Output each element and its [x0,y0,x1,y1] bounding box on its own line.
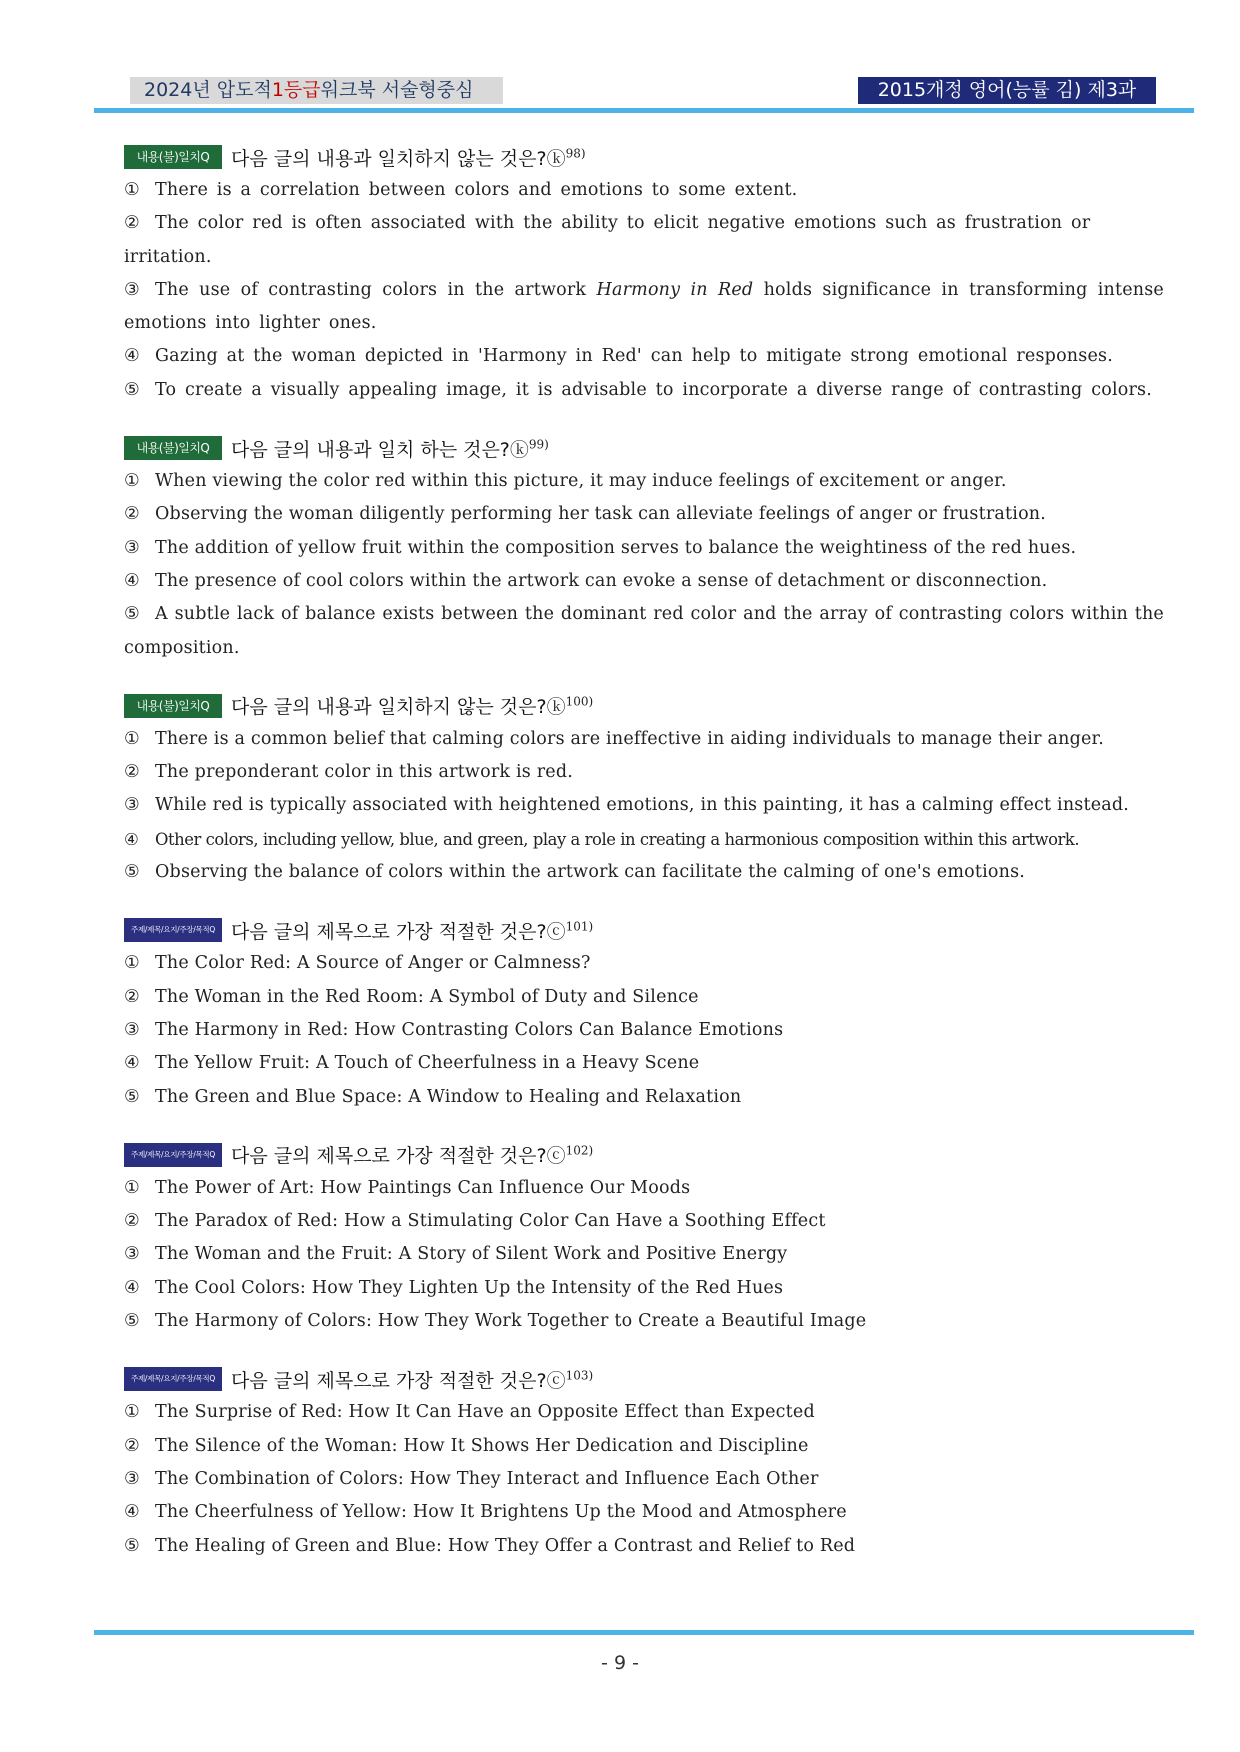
question-header [124,431,1164,465]
option-number: ② [124,504,140,525]
option-list [124,1396,1164,1562]
question-header [124,689,1164,723]
option-text: The Cool Colors: How They Lighten Up the Intensity of the Red Hues [155,1277,784,1298]
question-block [124,913,1164,1113]
option-number: ① [124,1177,140,1198]
header-lesson-title: 2015개정 영어(능률 김) 제3과 [858,77,1156,104]
answer-option[interactable] [124,1305,1164,1338]
answer-option[interactable] [124,723,1164,756]
option-text: The use of contrasting colors in the artwork [155,279,597,300]
answer-option[interactable] [124,981,1164,1014]
question-type-badge: 내용(불)일치Q [124,145,222,169]
question-code [510,435,549,462]
question-stem: 다음 글의 제목으로 가장 적절한 것은? [231,1369,547,1392]
question-code-mark: ⓒ [546,920,566,943]
question-code [547,917,594,944]
option-text: A subtle lack of balance exists between the dominant red color and the array of contrasting colors within the composition. [124,604,1164,658]
question-type-badge: 내용(불)일치Q [124,694,222,718]
option-number: ③ [124,279,140,300]
answer-option[interactable] [124,1496,1164,1529]
question-code-mark: ⓚ [509,438,529,461]
question-type-badge: 주제/제목/요지/주장/목적Q [124,1367,222,1391]
option-list [124,1172,1164,1338]
option-number: ① [124,471,140,492]
question-footnote-number: 99) [528,437,549,452]
answer-option[interactable] [124,789,1164,822]
option-text: The Healing of Green and Blue: How They Offer a Contrast and Relief to Red [155,1535,856,1556]
answer-option[interactable] [124,856,1164,889]
option-text: The Green and Blue Space: A Window to Healing and Relaxation [155,1086,742,1107]
answer-option[interactable] [124,1205,1164,1238]
option-number: ④ [124,570,140,591]
option-text: The Paradox of Red: How a Stimulating Color Can Have a Soothing Effect [155,1211,826,1232]
answer-option[interactable] [124,598,1164,665]
question-stem: 다음 글의 내용과 일치하지 않는 것은? [231,696,547,719]
option-text: The Woman and the Fruit: A Story of Silent Work and Positive Energy [155,1244,788,1265]
option-text: Observing the woman diligently performing her task can alleviate feelings of anger or frustration. [155,504,1047,525]
question-type-badge: 주제/제목/요지/주장/목적Q [124,918,222,942]
answer-option[interactable] [124,1238,1164,1271]
question-footnote-number: 98) [565,146,586,161]
option-text: There is a common belief that calming colors are ineffective in aiding individuals to manage their anger. [155,728,1104,749]
option-number: ① [124,1402,140,1423]
option-text-continued: holds significance in transforming intense emotions into lighter ones. [124,279,1164,334]
option-number: ② [124,213,140,234]
answer-option[interactable] [124,374,1164,407]
question-footnote-number: 102) [565,1144,594,1158]
option-text: The Surprise of Red: How It Can Have an Opposite Effect than Expected [155,1402,815,1423]
header-title-accent: 1등급 [271,79,321,101]
question-stem: 다음 글의 제목으로 가장 적절한 것은? [231,920,547,943]
answer-option[interactable] [124,1272,1164,1305]
question-code-mark: ⓚ [546,147,566,170]
question-type-badge: 내용(불)일치Q [124,436,222,460]
option-number: ④ [124,1502,140,1523]
question-stem: 다음 글의 내용과 일치하지 않는 것은? [231,147,547,170]
option-text: There is a correlation between colors and emotions to some extent. [155,180,798,200]
option-number: ⑤ [124,1535,140,1556]
question-block [124,689,1164,889]
option-text: The Cheerfulness of Yellow: How It Brightens Up the Mood and Atmosphere [155,1502,847,1523]
option-text: The Combination of Colors: How They Interact and Influence Each Other [155,1468,819,1489]
answer-option[interactable] [124,174,1164,207]
answer-option[interactable] [124,756,1164,789]
question-code [547,1366,594,1393]
answer-option[interactable] [124,1014,1164,1047]
answer-option[interactable] [124,1463,1164,1496]
question-code-mark: ⓚ [546,696,566,719]
question-code [547,692,594,719]
question-header [124,140,1164,174]
question-code-mark: ⓒ [546,1145,566,1168]
answer-option[interactable] [124,532,1164,565]
answer-option[interactable] [124,1047,1164,1080]
answer-option[interactable] [124,498,1164,531]
answer-option[interactable] [124,947,1164,980]
answer-option[interactable] [124,1530,1164,1563]
answer-option[interactable] [124,1430,1164,1463]
option-text: To create a visually appealing image, it is advisable to incorporate a diverse range of contrasting colors. [155,379,1153,400]
option-text: Other colors, including yellow, blue, and green, play a role in creating a harmonious composition within this artwork. [155,829,1080,849]
bottom-divider [94,1630,1194,1635]
option-number: ① [124,180,140,200]
option-number: ③ [124,795,140,816]
question-block [124,140,1164,407]
answer-option[interactable] [124,1396,1164,1429]
option-list [124,947,1164,1113]
option-list [124,174,1164,407]
answer-option[interactable] [124,1081,1164,1114]
option-number: ⑤ [124,1311,140,1332]
top-divider [94,108,1194,113]
question-header [124,1362,1164,1396]
answer-option[interactable] [124,207,1164,274]
question-block [124,1138,1164,1338]
question-footnote-number: 101) [565,919,594,934]
header-title-suffix: 워크북 서술형중심 [320,79,474,101]
question-stem: 다음 글의 내용과 일치 하는 것은? [231,438,510,461]
option-number: ② [124,1211,140,1232]
question-block [124,431,1164,665]
option-number: ④ [124,1053,140,1074]
option-number: ⑤ [124,1086,140,1107]
option-text: The Woman in the Red Room: A Symbol of Duty and Silence [155,986,699,1007]
question-code-mark: ⓒ [546,1369,566,1392]
option-text: The Power of Art: How Paintings Can Influence Our Moods [155,1177,691,1198]
option-number: ⑤ [124,379,140,400]
artwork-title: Harmony in Red [596,279,754,300]
answer-option[interactable] [124,465,1164,498]
option-text: The Color Red: A Source of Anger or Calmness? [155,953,591,974]
page-number: - 9 - [601,1652,639,1674]
option-number: ⑤ [124,604,140,625]
option-number: ② [124,986,140,1007]
option-number: ⑤ [124,862,140,883]
option-number: ③ [124,1244,140,1265]
question-header [124,1138,1164,1172]
question-footnote-number: 100) [565,695,594,710]
option-number: ① [124,953,140,974]
question-block [124,1362,1164,1562]
header-workbook-title [130,77,503,104]
option-text: The addition of yellow fruit within the composition serves to balance the weightiness of the red hues. [155,537,1077,558]
option-text: When viewing the color red within this picture, it may induce feelings of excitement or anger. [155,471,1007,492]
option-number: ① [124,728,140,749]
option-number: ③ [124,537,140,558]
option-number: ④ [124,829,139,849]
option-text: The preponderant color in this artwork is red. [155,762,573,783]
option-list [124,723,1164,889]
option-number: ③ [124,1019,140,1040]
option-text: The Harmony in Red: How Contrasting Colors Can Balance Emotions [155,1019,784,1040]
answer-option[interactable] [124,340,1164,373]
question-code [547,144,586,171]
option-number: ④ [124,1277,140,1298]
header-title-prefix: 2024년 압도적 [144,79,272,101]
question-list [124,140,1164,1587]
option-text: While red is typically associated with heightened emotions, in this painting, it has a calming effect instead. [155,795,1130,816]
option-number: ④ [124,346,140,367]
option-text: Observing the balance of colors within the artwork can facilitate the calming of one's emotions. [155,862,1026,883]
option-text: The color red is often associated with the ability to elicit negative emotions such as frustration or irritation. [124,213,1091,267]
option-text: The presence of cool colors within the artwork can evoke a sense of detachment or disconnection. [155,570,1048,591]
answer-option[interactable] [124,274,1164,341]
question-type-badge: 주제/제목/요지/주장/목적Q [124,1143,222,1167]
question-footnote-number: 103) [565,1368,594,1383]
option-text: The Harmony of Colors: How They Work Together to Create a Beautiful Image [155,1311,867,1332]
question-header [124,913,1164,947]
answer-option[interactable] [124,823,1164,856]
answer-option[interactable] [124,565,1164,598]
option-number: ③ [124,1468,140,1489]
option-text: The Yellow Fruit: A Touch of Cheerfulness in a Heavy Scene [155,1053,700,1074]
option-text: Gazing at the woman depicted in 'Harmony in Red' can help to mitigate strong emotional responses. [155,346,1113,367]
question-stem: 다음 글의 제목으로 가장 적절한 것은? [231,1145,547,1168]
question-code [547,1141,594,1168]
option-list [124,465,1164,665]
option-text: The Silence of the Woman: How It Shows Her Dedication and Discipline [155,1435,809,1456]
answer-option[interactable] [124,1172,1164,1205]
option-number: ② [124,1435,140,1456]
option-number: ② [124,762,140,783]
